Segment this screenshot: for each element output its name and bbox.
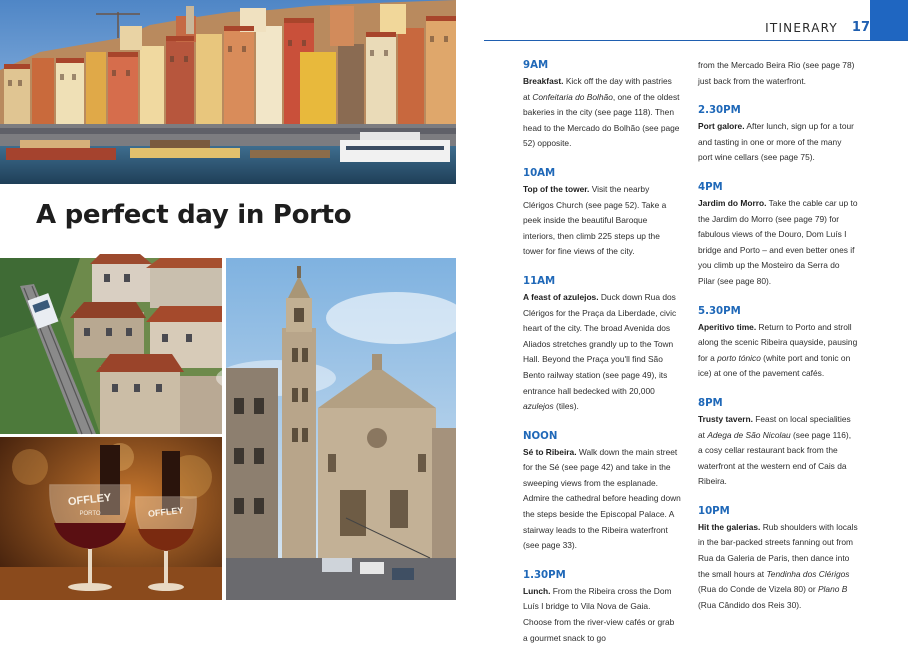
entry-time: 4PM <box>698 181 723 193</box>
chapter-tab <box>870 0 908 40</box>
entry-text <box>698 58 858 89</box>
entry-segment: Walk down the main street for the Sé (see page 42) and take in the sweeping views from the esplanade. Admire the cathedral before heading down the steps beside the Episcopal Palace. A stairway leads to the Ribeira waterfront (see page 33). <box>523 446 681 551</box>
itinerary-entry <box>698 304 858 382</box>
svg-text:OFFLEY: OFFLEY <box>67 491 112 509</box>
itinerary-entry <box>523 568 681 646</box>
entry-time: 8PM <box>698 397 723 409</box>
entry-text <box>698 196 858 290</box>
clerigos-tower-photo <box>226 258 456 600</box>
entry-segment: (Rua Cândido dos Reis 30). <box>698 599 802 610</box>
entry-heading: Sé to Ribeira. <box>523 446 577 457</box>
entry-segment: Duck down Rua dos Clérigos for the Praça da Liberdade, civic heart of the city. The broad Avenida dos Aliados stretches grandly up to the Town Hall. Beyond the Praça you'll find São Bento railway station (see page 49), its entrance hall bedecked with 20,000 <box>523 291 677 396</box>
entry-text <box>523 182 681 260</box>
ribeira-riverfront-photo <box>0 0 456 184</box>
entry-heading: A feast of azulejos. <box>523 291 599 302</box>
entry-segment: from the Mercado Beira Rio (see page 78) just back from the waterfront. <box>698 60 855 86</box>
svg-text:OFFLEY: OFFLEY <box>147 505 184 519</box>
entry-text <box>523 290 681 415</box>
itinerary-entry <box>698 58 858 89</box>
entry-segment: (white port and tonic on ice) at one of the pavement cafés. <box>698 352 851 379</box>
entry-time: 1.30PM <box>523 569 566 581</box>
entry-heading: Port galore. <box>698 121 745 132</box>
itinerary-column-left <box>523 58 681 660</box>
entry-emphasis: Adega de São Nicolau <box>707 429 791 440</box>
port-wine-glasses-photo <box>0 437 222 600</box>
entry-time: 5.30PM <box>698 305 741 317</box>
page-number: 17 <box>851 20 870 35</box>
entry-segment: Feast on local specialities at <box>698 413 851 440</box>
itinerary-entry <box>698 504 858 614</box>
entry-time: 2.30PM <box>698 105 741 117</box>
itinerary-entry <box>523 58 681 152</box>
entry-heading: Top of the tower. <box>523 183 590 194</box>
itinerary-column-right <box>698 58 858 627</box>
entry-segment: Return to Porto and stroll along the scenic Ribeira quayside, pausing for a <box>698 321 858 363</box>
entry-emphasis: Confeitaria do Bolhão <box>532 91 613 102</box>
entry-text <box>523 74 681 152</box>
entry-segment: Rub shoulders with locals in the bar-packed streets fanning out from Rua da Galeria de Paris, then dance into the small hours at <box>698 521 858 579</box>
entry-segment: Kick off the day with pastries at <box>523 76 672 102</box>
entry-text <box>698 520 858 614</box>
entry-emphasis: Plano B <box>817 584 848 595</box>
entry-segment: Take the cable car up to the Jardim do Morro (see page 79) for fabulous views of the Douro, Dom Luís I bridge and Porto – and even better ones if you climb up the Mosteiro da Serra do Pilar (see page 80). <box>698 197 858 286</box>
header-rule <box>484 40 908 41</box>
entry-segment: After lunch, sign up for a tour and tasting in one or more of the many port wine cellars (see page 75). <box>698 121 854 163</box>
itinerary-entry <box>523 166 681 260</box>
entry-text <box>698 320 858 382</box>
guindais-funicular-photo <box>0 258 222 434</box>
entry-segment: (Rua do Conde de Vizela 80) or <box>698 584 818 595</box>
entry-emphasis: azulejos <box>523 401 554 412</box>
entry-segment: Visit the nearby Clérigos Church (see page 52). Take a peek inside the beautiful Baroque interiors, then climb 225 steps up the tower for fine views of the city. <box>523 183 667 257</box>
section-label: ITINERARY <box>765 20 838 35</box>
entry-time: 11AM <box>523 275 556 287</box>
itinerary-entry <box>523 274 681 415</box>
entry-heading: Aperitivo time. <box>698 321 757 332</box>
entry-segment: , one of the oldest bakeries in the city (see page 118). Then head to the Mercado do Bolhão (see page 52) opposite. <box>523 91 680 149</box>
entry-text <box>523 445 681 554</box>
itinerary-entry <box>698 396 858 490</box>
page-title: A perfect day in Porto <box>36 200 352 230</box>
entry-heading: Jardim do Morro. <box>698 197 767 208</box>
entry-heading: Hit the galerias. <box>698 521 761 532</box>
entry-time: 9AM <box>523 60 549 71</box>
entry-emphasis: Tendinha dos Clérigos <box>766 568 850 579</box>
itinerary-entry <box>698 103 858 166</box>
entry-text <box>698 119 858 166</box>
entry-segment: From the Ribeira cross the Dom Luís I bridge to Vila Nova de Gaia. Choose from the river-view cafés or grab a gourmet snack to go <box>523 585 675 643</box>
entry-emphasis: porto tónico <box>717 352 761 363</box>
entry-time: 10AM <box>523 167 556 179</box>
entry-segment: (see page 116), a cosy cellar restaurant back from the waterfront at the western end of Cais da Ribeira. <box>698 429 852 487</box>
entry-time: 10PM <box>698 505 730 517</box>
entry-text <box>698 412 858 490</box>
entry-heading: Trusty tavern. <box>698 413 753 424</box>
svg-text:PORTO: PORTO <box>79 511 101 517</box>
entry-heading: Lunch. <box>523 585 551 596</box>
entry-text <box>523 584 681 646</box>
entry-time: NOON <box>523 430 558 442</box>
itinerary-entry <box>698 180 858 290</box>
entry-heading: Breakfast. <box>523 76 564 86</box>
running-head <box>765 20 870 35</box>
itinerary-entry <box>523 429 681 554</box>
entry-segment: (tiles). <box>553 401 579 412</box>
